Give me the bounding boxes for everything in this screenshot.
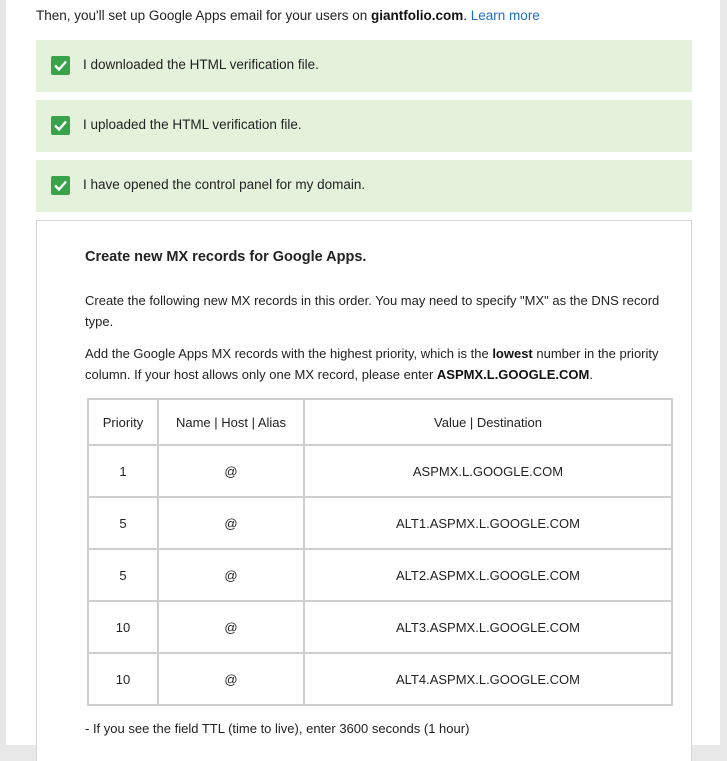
table-row xyxy=(88,497,672,549)
priority-cell: 10 xyxy=(88,653,158,705)
checkbox-checked-icon[interactable] xyxy=(51,116,70,135)
host-cell: @ xyxy=(158,601,304,653)
header-name-host-alias: Name | Host | Alias xyxy=(158,399,304,445)
checkbox-checked-icon[interactable] xyxy=(51,56,70,75)
intro-text xyxy=(36,8,540,23)
checklist-label: I have opened the control panel for my domain. xyxy=(83,177,366,192)
header-priority: Priority xyxy=(88,399,158,445)
priority-cell: 1 xyxy=(88,445,158,497)
priority-cell: 10 xyxy=(88,601,158,653)
checklist-item-downloaded[interactable] xyxy=(36,40,692,92)
destination-cell: ASPMX.L.GOOGLE.COM xyxy=(304,445,672,497)
intro-prefix: Then, you'll set up Google Apps email for your users on xyxy=(36,8,372,23)
checklist-item-control-panel[interactable] xyxy=(36,160,692,212)
destination-cell: ALT3.ASPMX.L.GOOGLE.COM xyxy=(304,601,672,653)
host-cell: @ xyxy=(158,549,304,601)
table-row xyxy=(88,445,672,497)
checklist-item-uploaded[interactable] xyxy=(36,100,692,152)
mx-records-panel xyxy=(36,220,692,761)
learn-more-link[interactable]: Learn more xyxy=(470,8,540,23)
instructions-paragraph: Create the following new MX records in this order. You may need to specify "MX" as the DNS record type. xyxy=(85,293,660,329)
destination-cell: ALT1.ASPMX.L.GOOGLE.COM xyxy=(304,497,672,549)
host-cell: @ xyxy=(158,497,304,549)
panel-title: Create new MX records for Google Apps. xyxy=(85,249,367,265)
priority-text-c: . xyxy=(589,367,593,382)
priority-paragraph xyxy=(85,343,670,385)
priority-cell: 5 xyxy=(88,497,158,549)
page xyxy=(6,0,720,745)
intro-suffix: . xyxy=(463,8,471,23)
table-header-row xyxy=(88,399,672,445)
priority-cell: 5 xyxy=(88,549,158,601)
intro-domain: giantfolio.com xyxy=(371,8,464,23)
table-row xyxy=(88,601,672,653)
checklist-label: I uploaded the HTML verification file. xyxy=(83,117,302,132)
mx-records-table xyxy=(87,398,673,706)
destination-cell: ALT2.ASPMX.L.GOOGLE.COM xyxy=(304,549,672,601)
header-value-destination: Value | Destination xyxy=(304,399,672,445)
single-mx-value: ASPMX.L.GOOGLE.COM xyxy=(436,367,590,382)
checklist-label: I downloaded the HTML verification file. xyxy=(83,57,319,72)
host-cell: @ xyxy=(158,445,304,497)
priority-text-b: number in the priority column. If your host allows only one MX record, please enter xyxy=(85,346,659,382)
ttl-footnote: - If you see the field TTL (time to live), enter 3600 seconds (1 hour) xyxy=(85,721,470,736)
host-cell: @ xyxy=(158,653,304,705)
table-row xyxy=(88,653,672,705)
destination-cell: ALT4.ASPMX.L.GOOGLE.COM xyxy=(304,653,672,705)
table-row xyxy=(88,549,672,601)
checkbox-checked-icon[interactable] xyxy=(51,176,70,195)
lowest-emphasis: lowest xyxy=(492,346,533,361)
priority-text-a: Add the Google Apps MX records with the highest priority, which is the xyxy=(85,346,493,361)
